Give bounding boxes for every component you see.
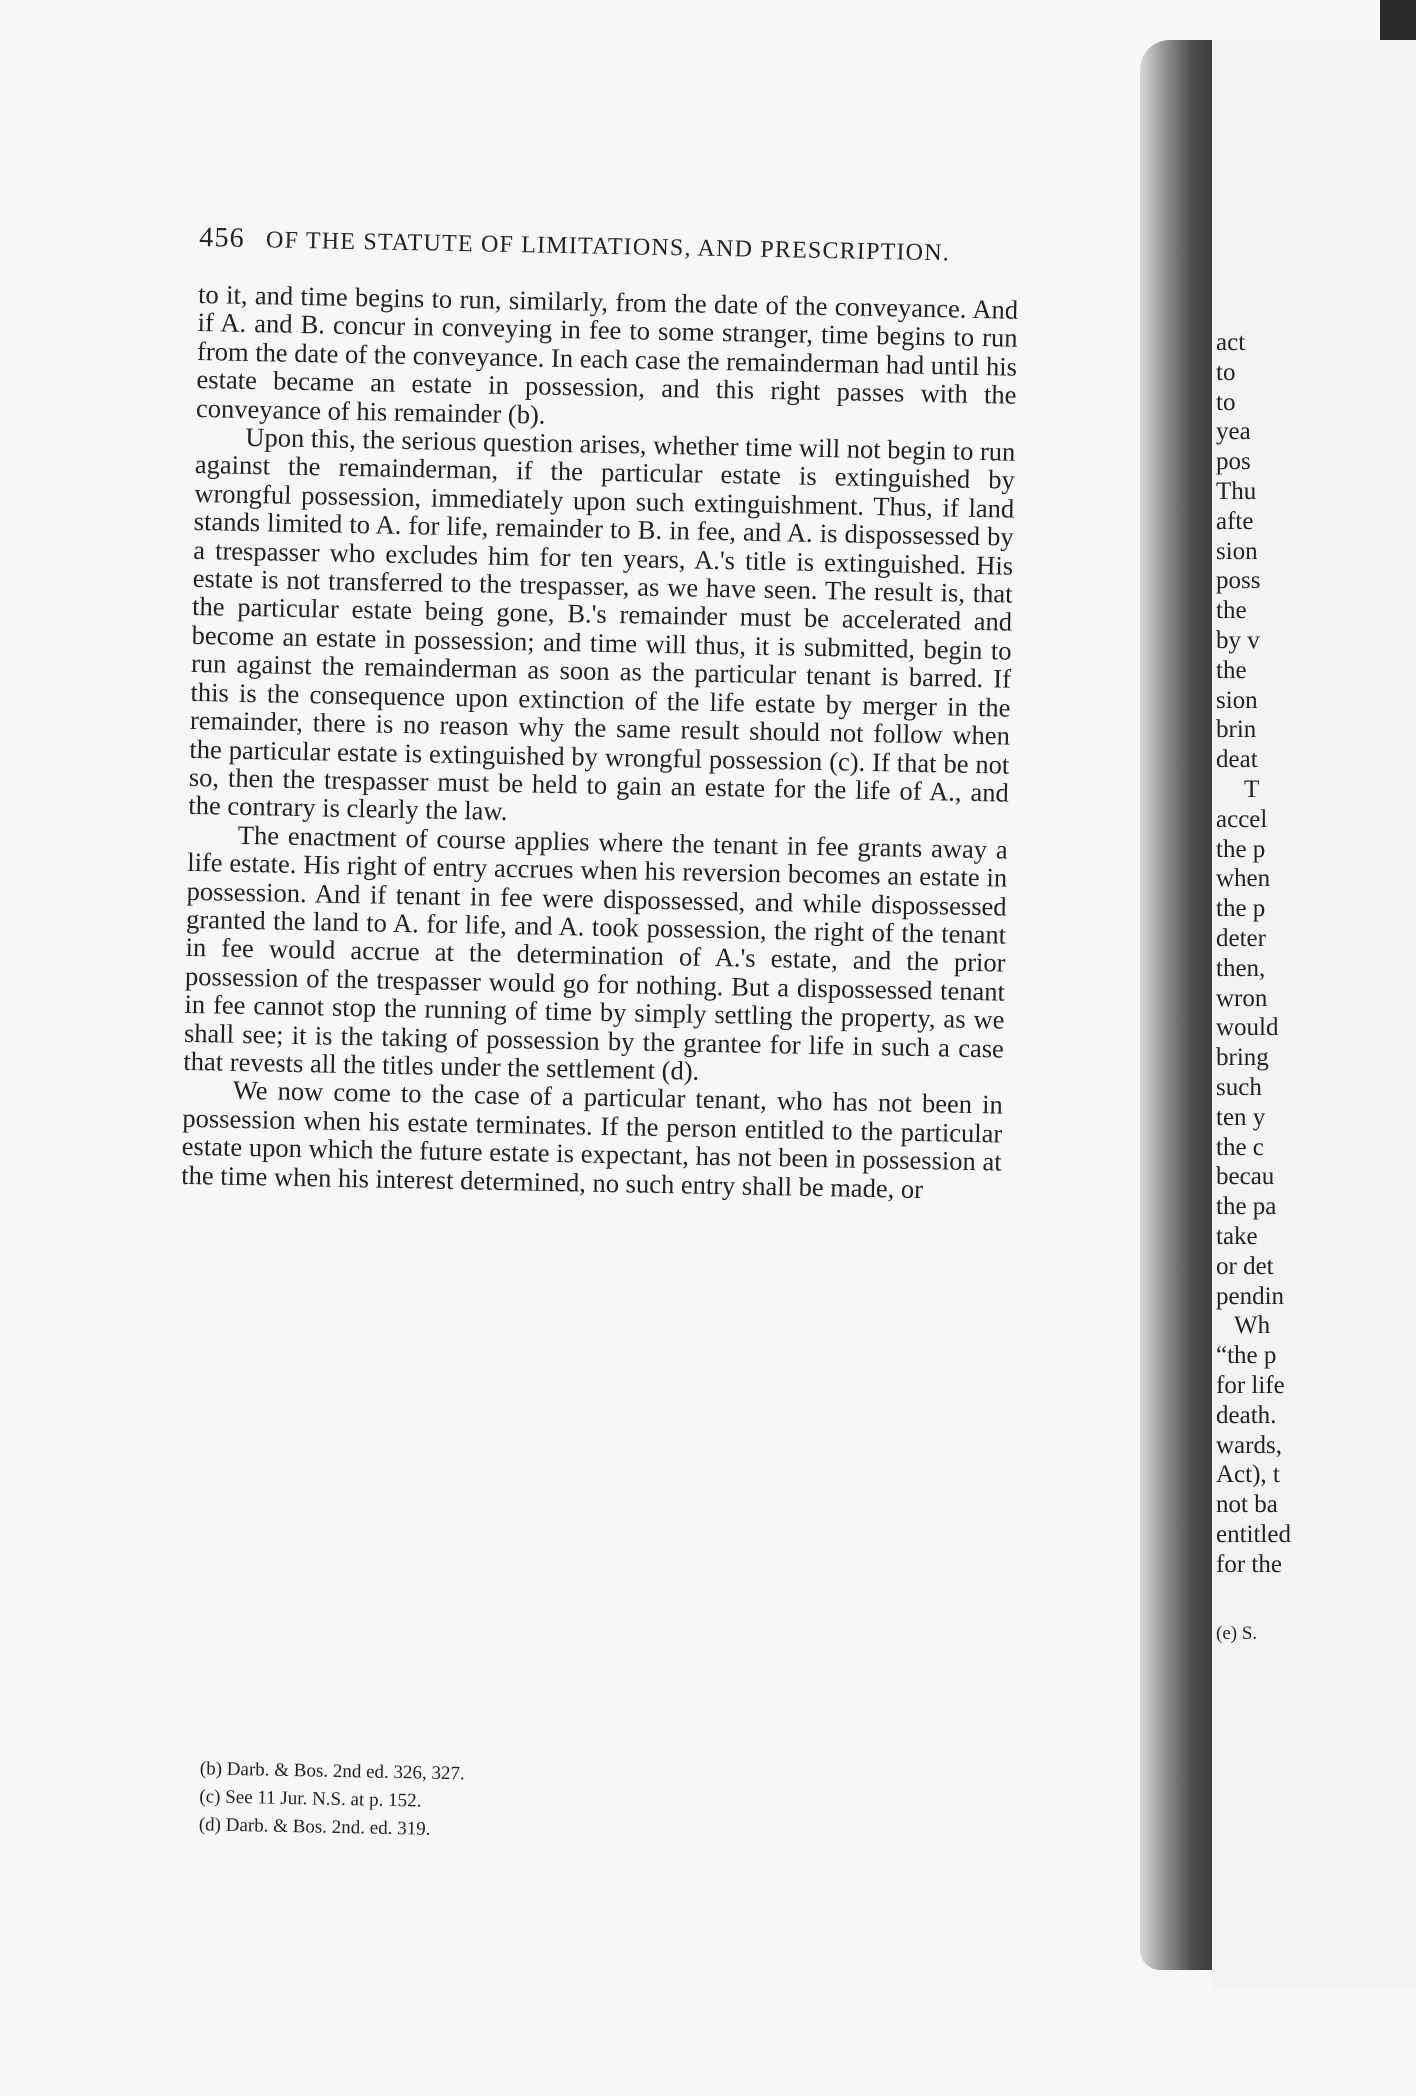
right-page-line: death. <box>1216 1401 1277 1429</box>
right-page-line: yea <box>1216 418 1251 446</box>
right-page-line: poss <box>1216 567 1261 595</box>
right-page-line: then, <box>1216 954 1266 982</box>
right-page-line: the p <box>1216 895 1266 923</box>
right-page-line: by v <box>1216 627 1260 654</box>
right-page-fragment <box>1212 40 1416 1990</box>
right-page-line: the c <box>1216 1133 1264 1161</box>
page-number: 456 <box>198 221 246 254</box>
right-page-line: deat <box>1216 746 1258 774</box>
right-page-line: entitled <box>1216 1521 1291 1548</box>
right-page-line: act <box>1216 329 1246 356</box>
right-page-line: for the <box>1216 1550 1282 1578</box>
paragraph: to it, and time begins to run, similarly, from the date of the conveyance. And if A. and B. concur in conveying in fee to some stranger, time begins to run from the date of the conveyance. In each case the remainderman had until his estate became an estate in possession, and this right passes with the conveyance of his remainder (b). <box>195 278 1019 430</box>
right-page-line: to <box>1216 358 1236 386</box>
right-page-line: “the p <box>1216 1342 1277 1370</box>
footnote: (b) Darb. & Bos. 2nd ed. 326, 327. <box>199 1758 465 1785</box>
right-page-line: pos <box>1216 448 1251 476</box>
running-title: OF THE STATUTE OF LIMITATIONS, AND PRESCRIPTION. <box>265 227 951 267</box>
right-page-line: deter <box>1216 925 1266 952</box>
left-page <box>181 200 1080 1840</box>
right-page-line: wron <box>1216 984 1268 1012</box>
right-page-line: or det <box>1216 1252 1274 1280</box>
right-page-line: accel <box>1216 805 1268 833</box>
right-page-line: ten y <box>1216 1103 1266 1131</box>
right-page-line: Wh <box>1234 1312 1271 1340</box>
footnote: (d) Darb. & Bos. 2nd. ed. 319. <box>198 1814 431 1840</box>
right-page-line: bring <box>1216 1044 1269 1072</box>
paragraph: We now come to the case of a particular tenant, who has not been in possession when his estate terminates. If the person entitled to the particular estate upon which the future estate is expectant, has not been in possession at the time when his interest determined, no such entry shall be made, or <box>181 1075 1004 1204</box>
right-page-line: sion <box>1216 686 1258 714</box>
right-page-line: the pa <box>1216 1193 1277 1221</box>
right-page-line: would <box>1216 1014 1279 1042</box>
footnotes <box>199 1755 801 1851</box>
right-page-line: to <box>1216 388 1236 416</box>
right-page-line: Act), t <box>1216 1461 1280 1489</box>
right-page-line: pendin <box>1216 1282 1285 1310</box>
right-page-line: such <box>1216 1074 1262 1101</box>
scan-edge <box>1380 0 1416 40</box>
running-head <box>199 222 1079 271</box>
right-page-line: sion <box>1216 537 1258 565</box>
right-page-line: T <box>1244 776 1260 803</box>
right-page-line: Thu <box>1216 478 1257 505</box>
right-page-line: the p <box>1216 835 1266 863</box>
body-text <box>181 280 1018 1205</box>
right-page-line: not ba <box>1216 1491 1278 1519</box>
footnote: (c) See 11 Jur. N.S. at p. 152. <box>199 1786 422 1812</box>
right-page-line: the <box>1216 656 1247 684</box>
right-page-line: the <box>1216 597 1247 625</box>
paragraph: Upon this, the serious question arises, whether time will not begin to run against the remainderman, if the particular estate is extinguished by wrongful possession, immediately upon such extinguishment. Thus, if land stands limited to A. for life, remainder to B. in fee, and A. is dispossessed by a trespasser who excludes him for ten years, A.'s title is extinguished. His estate is not transferred to the trespasser, as we have seen. The result is, that the particular estate being gone, B.'s remainder must be accelerated and become an estate in possession; and time will thus, it is submitted, begin to run against the remainderman as soon as the particular tenant is barred. If this is the consequence upon extinction of the life estate by merger in the remainder, there is no reason why the same result should not follow when the particular estate is extinguished by wrongful possession (c). If that be not so, then the trespasser must be held to gain an estate for the life of A., and the contrary is clearly the law. <box>188 421 1016 827</box>
right-page-line: take <box>1216 1223 1258 1250</box>
right-page-line: brin <box>1216 716 1257 744</box>
right-page-line: for life <box>1216 1372 1285 1399</box>
book-spine-shadow <box>1140 40 1214 1970</box>
paragraph: The enactment of course applies where the tenant in fee grants away a life estate. His right of entry accrues when his reversion becomes an estate in possession. And if tenant in fee were dispossessed, and while dispossessed granted the land to A. for life, and A. took possession, the right of the tenant in fee would accrue at the determination of A.'s estate, and the prior possession of the trespasser would go for nothing. But a dispossessed tenant in fee cannot stop the running of time by simply settling the property, as we shall see; it is the taking of possession by the grantee for life in such a case that revests all the titles under the settlement (d). <box>183 819 1008 1086</box>
right-page-line: wards, <box>1216 1431 1282 1459</box>
right-page-line: becau <box>1216 1163 1275 1191</box>
right-page-line: afte <box>1216 507 1254 535</box>
right-page-line: (e) S. <box>1216 1623 1258 1645</box>
right-page-line: when <box>1216 865 1271 893</box>
